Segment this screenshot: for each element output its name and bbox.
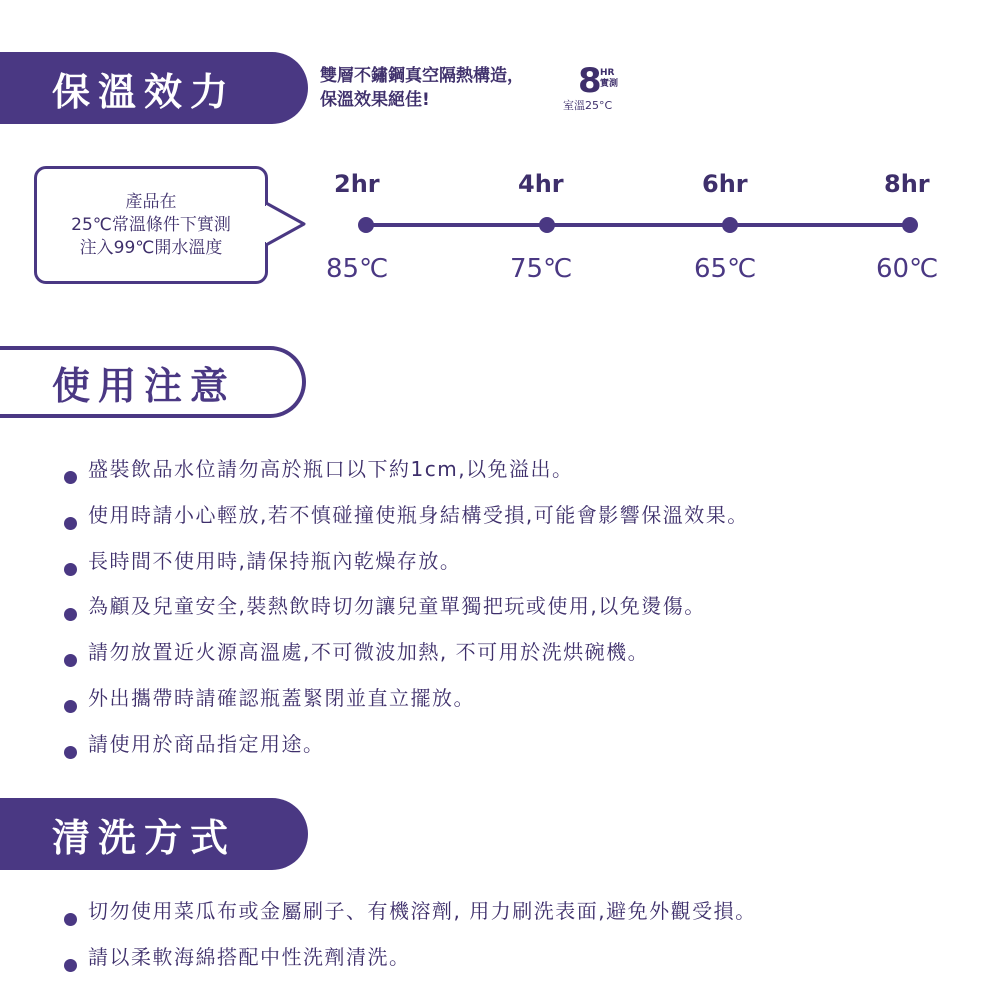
test-condition-callout — [34, 166, 268, 284]
list-item — [62, 454, 749, 500]
callout-pointer — [264, 200, 310, 250]
insulation-section-title — [0, 52, 308, 124]
usage-item-5: 請勿放置近火源高溫處,不可微波加熱, 不可用於洗烘碗機。 — [88, 640, 650, 664]
usage-item-1: 盛裝飲品水位請勿高於瓶口以下約1cm,以免溢出。 — [88, 457, 574, 481]
timeline-hour-2: 2hr — [334, 170, 380, 198]
usage-section-title — [0, 346, 306, 418]
bullet-icon — [64, 746, 77, 759]
timeline-dot-4hr — [539, 217, 555, 233]
usage-item-2: 使用時請小心輕放,若不慎碰撞使瓶身結構受損,可能會影響保溫效果。 — [88, 503, 749, 527]
timeline-dot-8hr — [902, 217, 918, 233]
cleaning-section-title — [0, 798, 308, 870]
tagline-line-2: 保溫效果絕佳! — [320, 90, 430, 110]
timeline-temp-8: 60℃ — [876, 254, 939, 284]
list-item — [62, 683, 749, 729]
usage-title-text: 使用注意 — [52, 363, 237, 408]
usage-notes-list — [62, 454, 749, 775]
bullet-icon — [64, 517, 77, 530]
room-temperature-note: 室溫25°C — [563, 99, 613, 112]
tagline-line-1: 雙層不鏽鋼真空隔熱構造， — [320, 66, 524, 86]
list-item — [62, 729, 749, 775]
list-item — [62, 637, 749, 683]
bullet-icon — [64, 563, 77, 576]
timeline-line — [340, 212, 940, 242]
cleaning-item-1: 切勿使用菜瓜布或金屬刷子、有機溶劑, 用力刷洗表面,避免外觀受損。 — [88, 899, 757, 923]
timeline-temp-6: 65℃ — [694, 254, 757, 284]
callout-line-2: 25℃常溫條件下實測 — [71, 214, 231, 235]
list-item — [62, 942, 757, 988]
list-item — [62, 500, 749, 546]
timeline-hour-4: 4hr — [518, 170, 564, 198]
usage-item-3: 長時間不使用時,請保持瓶內乾燥存放。 — [88, 549, 462, 573]
insulation-title-text: 保溫效力 — [52, 69, 237, 114]
badge-unit: HR — [600, 68, 615, 78]
timeline-temp-4: 75℃ — [510, 254, 573, 284]
insulation-tagline — [320, 64, 524, 112]
timeline-temp-2: 85℃ — [326, 254, 389, 284]
bullet-icon — [64, 471, 77, 484]
timeline-hour-8: 8hr — [884, 170, 930, 198]
bullet-icon — [64, 608, 77, 621]
list-item — [62, 591, 749, 637]
bullet-icon — [64, 959, 77, 972]
list-item — [62, 896, 757, 942]
timeline-dot-2hr — [358, 217, 374, 233]
list-item — [62, 546, 749, 591]
usage-item-6: 外出攜帶時請確認瓶蓋緊閉並直立擺放。 — [88, 686, 475, 710]
timeline-hour-6: 6hr — [702, 170, 748, 198]
bullet-icon — [64, 700, 77, 713]
cleaning-notes-list — [62, 896, 757, 988]
usage-item-4: 為顧及兒童安全,裝熱飲時切勿讓兒童單獨把玩或使用,以免燙傷。 — [88, 594, 706, 618]
callout-line-1: 產品在 — [125, 191, 177, 212]
callout-line-3: 注入99℃開水溫度 — [79, 237, 223, 258]
usage-item-7: 請使用於商品指定用途。 — [88, 732, 325, 756]
cleaning-title-text: 清洗方式 — [52, 815, 237, 860]
timeline-dot-6hr — [722, 217, 738, 233]
cleaning-item-2: 請以柔軟海綿搭配中性洗劑清洗。 — [88, 945, 411, 969]
badge-caption: 實測 — [600, 79, 619, 89]
bullet-icon — [64, 654, 77, 667]
badge-number: 8 — [578, 61, 602, 101]
bullet-icon — [64, 913, 77, 926]
